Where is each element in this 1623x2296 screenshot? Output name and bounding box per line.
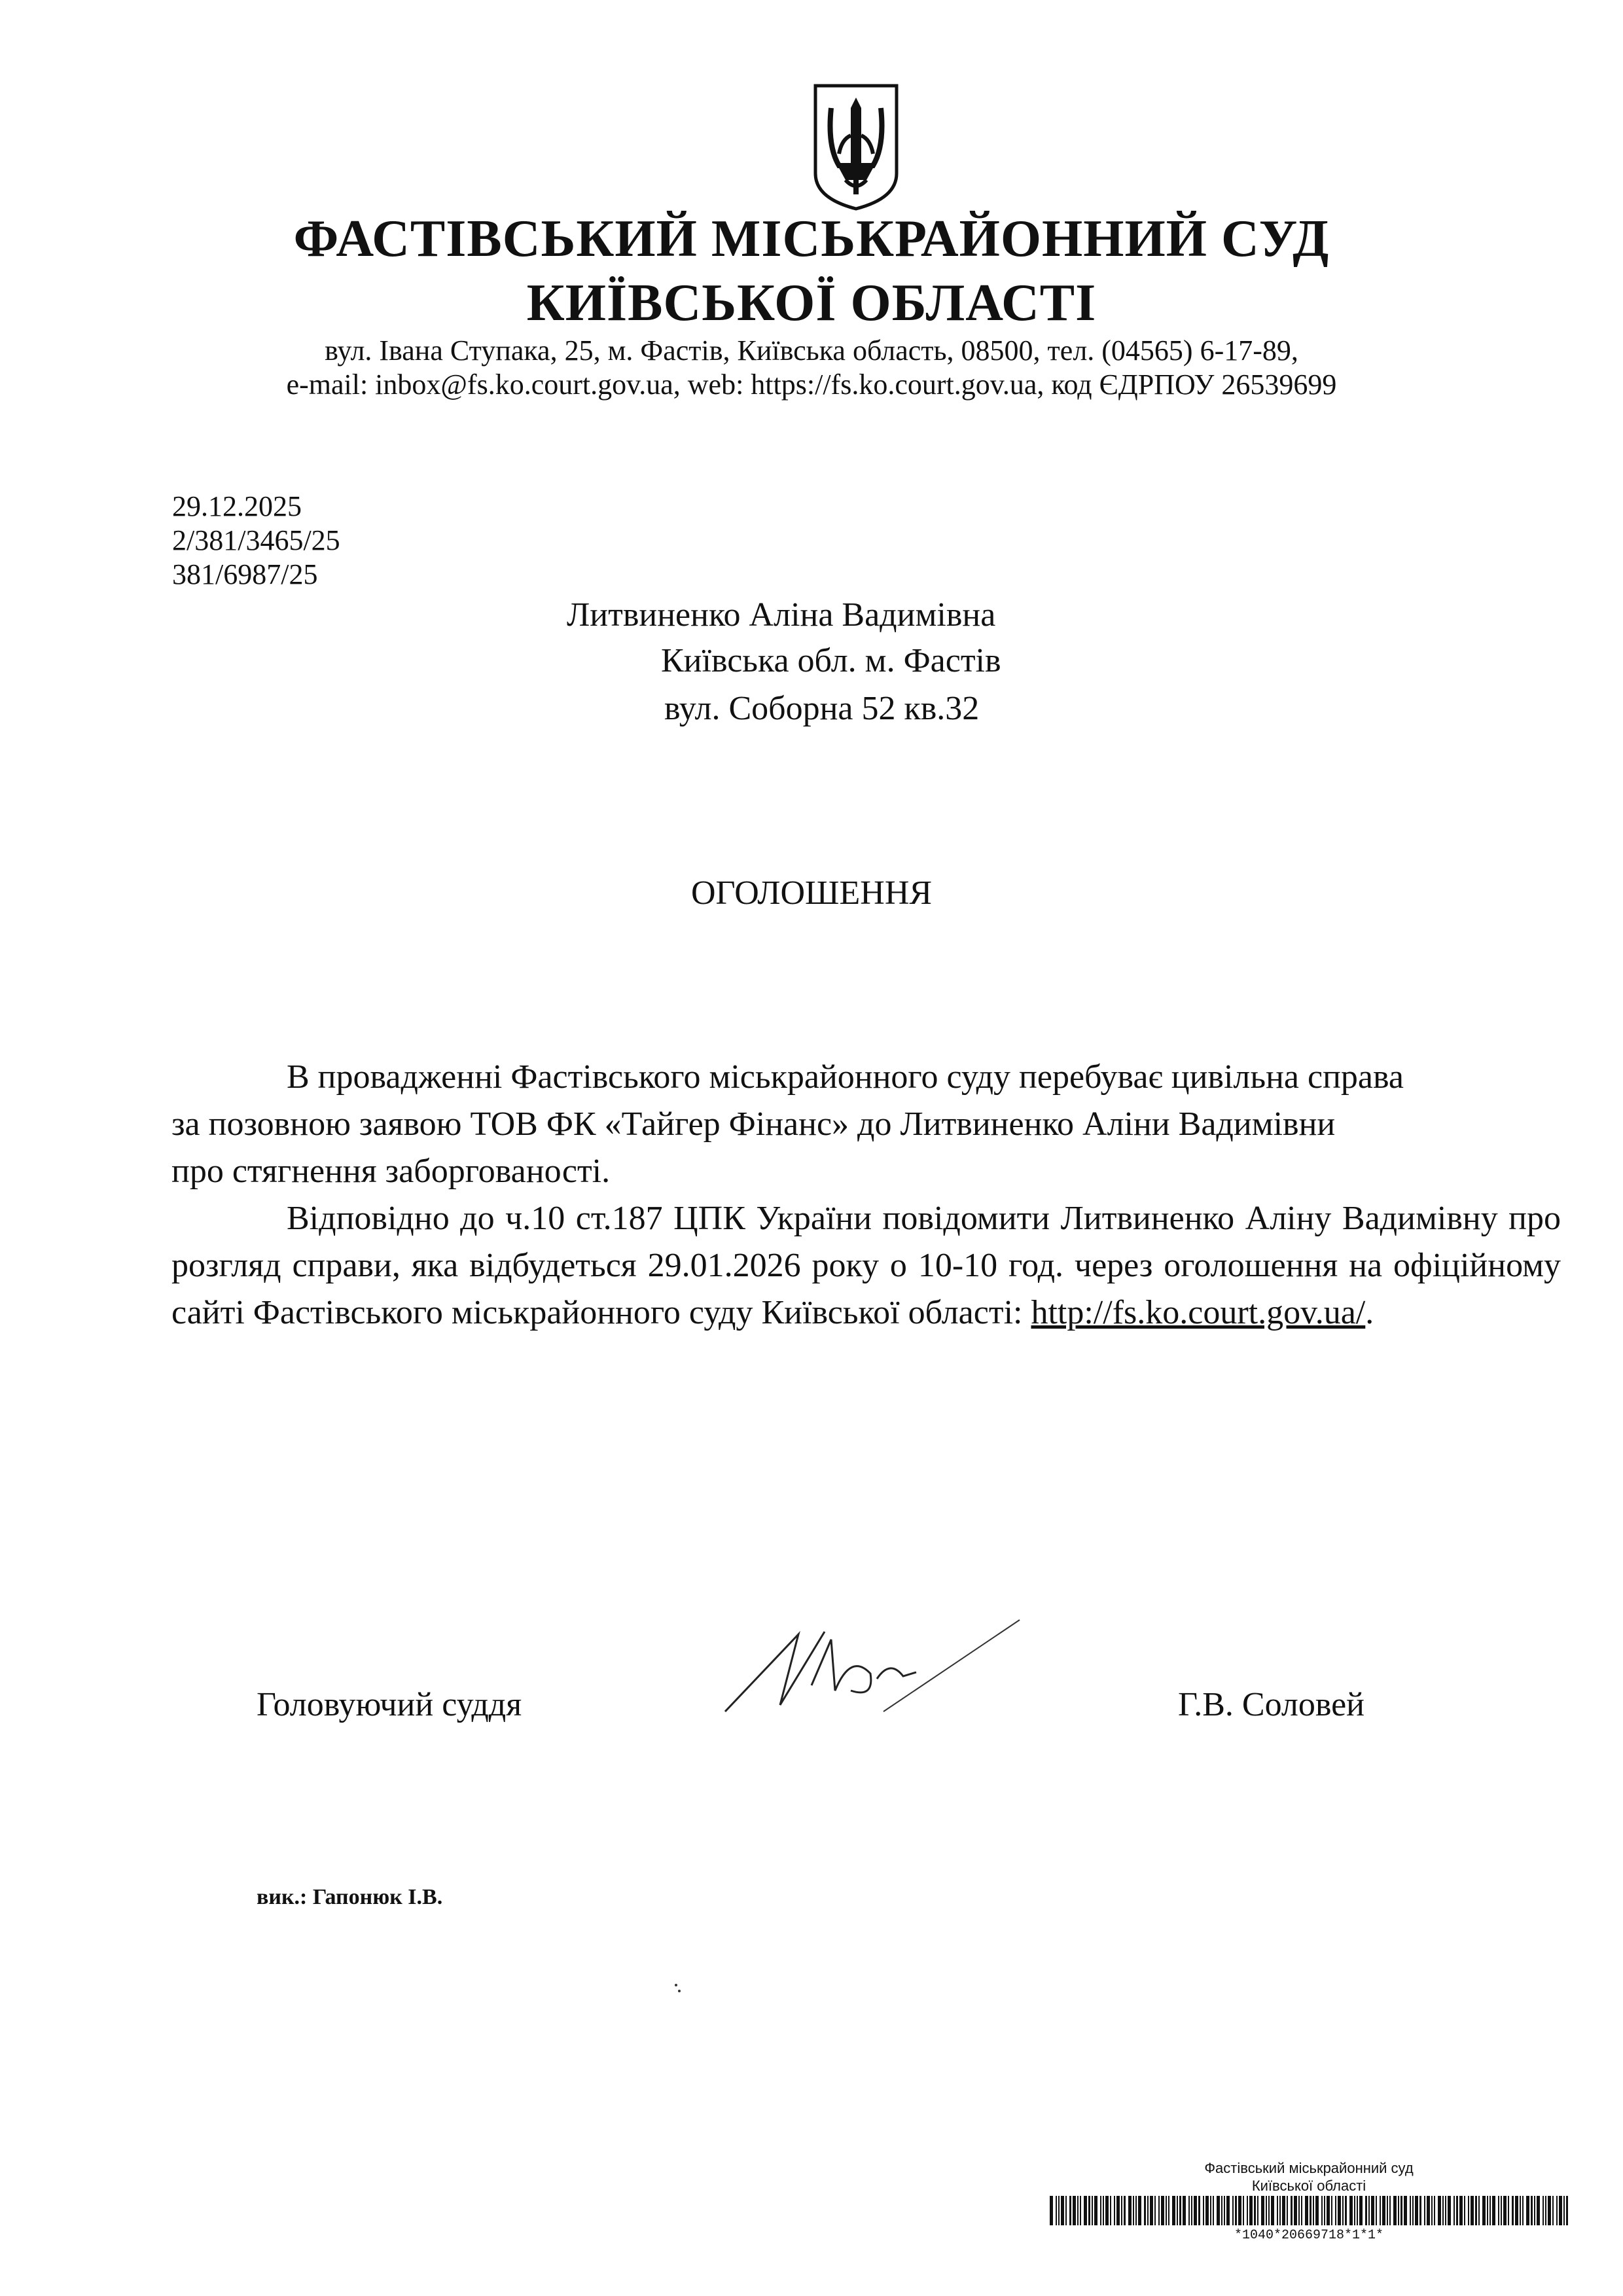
barcode-bar	[1315, 2196, 1319, 2225]
barcode-bar	[1559, 2196, 1562, 2225]
barcode-bar	[1282, 2196, 1285, 2225]
barcode-bar	[1226, 2196, 1230, 2225]
barcode-bar	[1135, 2196, 1137, 2225]
barcode-bar	[1183, 2196, 1186, 2225]
barcode-bar	[1456, 2196, 1458, 2225]
barcode-bar	[1434, 2196, 1435, 2225]
barcode-bar	[1545, 2196, 1546, 2225]
barcode-bar	[1092, 2196, 1093, 2225]
barcode-bar	[1243, 2196, 1244, 2225]
barcode-bar	[1526, 2196, 1529, 2225]
barcode-bar	[1158, 2196, 1160, 2225]
barcode-bar	[1144, 2196, 1146, 2225]
barcode-bar	[1487, 2196, 1488, 2225]
barcode-bar	[1438, 2196, 1441, 2225]
barcode-bar	[1128, 2196, 1132, 2225]
barcode-bar	[1393, 2196, 1397, 2225]
barcode-bar	[1084, 2196, 1087, 2225]
barcode-bar	[1305, 2196, 1308, 2225]
barcode-bar	[1321, 2196, 1323, 2225]
body-p2	[171, 1195, 1561, 1336]
barcode	[1047, 2196, 1571, 2225]
barcode-bar	[1124, 2196, 1126, 2225]
barcode-bar	[1359, 2196, 1363, 2225]
barcode-bar	[1257, 2196, 1258, 2225]
scan-dot-mark	[674, 1983, 682, 1995]
barcode-bar	[1537, 2196, 1540, 2225]
barcode-bar	[1515, 2196, 1518, 2225]
barcode-bar	[1503, 2196, 1507, 2225]
barcode-bar	[1168, 2196, 1169, 2225]
proceeding-number: 381/6987/25	[172, 558, 318, 590]
barcode-bar	[1313, 2196, 1314, 2225]
barcode-bar	[1232, 2196, 1234, 2225]
barcode-bar	[1324, 2196, 1325, 2225]
barcode-bar	[1088, 2196, 1090, 2225]
barcode-bar	[1069, 2196, 1071, 2225]
barcode-bar	[1210, 2196, 1211, 2225]
barcode-bar	[1094, 2196, 1097, 2225]
barcode-bar	[1294, 2196, 1297, 2225]
barcode-bar	[1508, 2196, 1509, 2225]
court-name-line1: ФАСТІВСЬКИЙ МІСЬКРАЙОННИЙ СУД	[293, 210, 1330, 268]
barcode-bar	[1110, 2196, 1111, 2225]
barcode-bar	[1349, 2196, 1353, 2225]
coat-of-arms-icon	[810, 82, 902, 213]
barcode-bar	[1382, 2196, 1385, 2225]
barcode-bar	[1205, 2196, 1209, 2225]
barcode-bar	[1249, 2196, 1253, 2225]
barcode-bar	[1464, 2196, 1465, 2225]
barcode-bar	[1342, 2196, 1344, 2225]
barcode-bar	[1335, 2196, 1336, 2225]
barcode-number: *1040*20669718*1*1*	[1234, 2228, 1384, 2243]
barcode-bar	[1448, 2196, 1451, 2225]
barcode-bar	[1501, 2196, 1502, 2225]
barcode-bar	[1445, 2196, 1446, 2225]
barcode-bar	[1271, 2196, 1274, 2225]
barcode-bar	[1266, 2196, 1267, 2225]
court-website-link[interactable]: http://fs.ko.court.gov.ua/	[1031, 1294, 1366, 1331]
barcode-bar	[1338, 2196, 1341, 2225]
barcode-bar	[1563, 2196, 1565, 2225]
barcode-bar	[1103, 2196, 1104, 2225]
barcode-bar	[1442, 2196, 1444, 2225]
barcode-bar	[1368, 2196, 1370, 2225]
barcode-bar	[1454, 2196, 1455, 2225]
barcode-bar	[1188, 2196, 1190, 2225]
barcode-bar	[1459, 2196, 1463, 2225]
barcode-bar	[1327, 2196, 1330, 2225]
barcode-bar	[1116, 2196, 1120, 2225]
barcode-bar	[1410, 2196, 1411, 2225]
barcode-bar	[1531, 2196, 1533, 2225]
barcode-bar	[1056, 2196, 1057, 2225]
barcode-bar	[1138, 2196, 1141, 2225]
barcode-bar	[1080, 2196, 1081, 2225]
court-contacts-line2: e-mail: inbox@fs.ko.court.gov.ua, web: https://fs.ko.court.gov.ua, код ЄДРПОУ 26539699	[286, 368, 1337, 401]
barcode-bar	[1179, 2196, 1181, 2225]
barcode-bar	[1191, 2196, 1192, 2225]
barcode-bar	[1114, 2196, 1115, 2225]
body-p2-end: .	[1365, 1294, 1374, 1331]
barcode-bar	[1213, 2196, 1214, 2225]
barcode-bar	[1277, 2196, 1278, 2225]
barcode-bar	[1217, 2196, 1220, 2225]
barcode-bar	[1224, 2196, 1225, 2225]
barcode-bar	[1376, 2196, 1377, 2225]
barcode-bar	[1301, 2196, 1302, 2225]
judge-signature	[720, 1613, 1027, 1725]
barcode-bar	[1073, 2196, 1076, 2225]
barcode-bar	[1198, 2196, 1200, 2225]
barcode-bar	[1520, 2196, 1521, 2225]
court-contacts-line1: вул. Івана Ступака, 25, м. Фастів, Київська область, 08500, тел. (04565) 6-17-89,	[325, 334, 1298, 367]
body-p1-line2: за позовною заявою ТОВ ФК «Тайгер Фінанс» до Литвиненко Аліни Вадимівни	[171, 1105, 1336, 1143]
barcode-bar	[1061, 2196, 1064, 2225]
barcode-bar	[1552, 2196, 1554, 2225]
barcode-bar	[1331, 2196, 1332, 2225]
barcode-bar	[1419, 2196, 1421, 2225]
addressee-city: Київська обл. м. Фастів	[661, 642, 1001, 679]
barcode-bar	[1077, 2196, 1079, 2225]
barcode-bar	[1522, 2196, 1524, 2225]
barcode-bar	[1194, 2196, 1197, 2225]
barcode-bar	[1291, 2196, 1293, 2225]
barcode-bar	[1475, 2196, 1477, 2225]
body-p2-text: Відповідно до ч.10 ст.187 ЦПК України повідомити Литвиненко Аліну Вадимівну про розгляд справи, яка відбудеться 29.01.2026 року о 10-10 год. через оголошення на офіційному сайті Фастівського міськрайонного суду Київської області:	[171, 1200, 1561, 1331]
barcode-bar	[1427, 2196, 1430, 2225]
barcode-bar	[1468, 2196, 1469, 2225]
barcode-bar	[1247, 2196, 1248, 2225]
barcode-bar	[1387, 2196, 1388, 2225]
barcode-bar	[1287, 2196, 1288, 2225]
barcode-bar	[1543, 2196, 1544, 2225]
barcode-bar	[1471, 2196, 1474, 2225]
barcode-bar	[1154, 2196, 1156, 2225]
barcode-bar	[1431, 2196, 1433, 2225]
barcode-bar	[1050, 2196, 1053, 2225]
barcode-bar	[1389, 2196, 1391, 2225]
barcode-bar	[1279, 2196, 1281, 2225]
barcode-bar	[1548, 2196, 1551, 2225]
stamp-court-region: Київської області	[1251, 2178, 1366, 2194]
body-p1-line3: про стягнення заборгованості.	[171, 1153, 611, 1190]
barcode-bar	[1566, 2196, 1568, 2225]
stamp-court-name: Фастівський міськрайонний суд	[1204, 2160, 1414, 2176]
barcode-bar	[1058, 2196, 1060, 2225]
barcode-bar	[1412, 2196, 1414, 2225]
court-name-line2: КИЇВСЬКОЇ ОБЛАСТІ	[526, 274, 1097, 332]
case-number: 2/381/3465/25	[172, 524, 340, 556]
barcode-bar	[1203, 2196, 1204, 2225]
barcode-bar	[1105, 2196, 1109, 2225]
barcode-bar	[1371, 2196, 1374, 2225]
barcode-bar	[1512, 2196, 1514, 2225]
barcode-bar	[1424, 2196, 1425, 2225]
barcode-bar	[1365, 2196, 1367, 2225]
barcode-bar	[1398, 2196, 1399, 2225]
barcode-bar	[1492, 2196, 1495, 2225]
barcode-bar	[1415, 2196, 1418, 2225]
judge-name: Г.В. Соловей	[1178, 1686, 1364, 1723]
barcode-bar	[1235, 2196, 1237, 2225]
barcode-bar	[1133, 2196, 1134, 2225]
body-p1-line1: В провадженні Фастівського міськрайонного суду перебуває цивільна справа	[287, 1058, 1404, 1096]
barcode-bar	[1310, 2196, 1311, 2225]
executor-note: вик.: Гапонюк І.В.	[257, 1885, 443, 1909]
barcode-bar	[1100, 2196, 1101, 2225]
barcode-bar	[1400, 2196, 1402, 2225]
barcode-bar	[1489, 2196, 1491, 2225]
barcode-bar	[1556, 2196, 1558, 2225]
barcode-bar	[1261, 2196, 1264, 2225]
barcode-bar	[1357, 2196, 1358, 2225]
barcode-bar	[1150, 2196, 1153, 2225]
barcode-bar	[1177, 2196, 1178, 2225]
barcode-bar	[1478, 2196, 1480, 2225]
barcode-bar	[1404, 2196, 1407, 2225]
barcode-bar	[1065, 2196, 1067, 2225]
document-date: 29.12.2025	[172, 490, 302, 522]
barcode-bar	[1380, 2196, 1381, 2225]
barcode-bar	[1482, 2196, 1486, 2225]
barcode-bar	[1298, 2196, 1300, 2225]
barcode-bar	[1121, 2196, 1122, 2225]
barcode-bar	[1238, 2196, 1241, 2225]
barcode-bar	[1172, 2196, 1175, 2225]
barcode-bar	[1268, 2196, 1270, 2225]
barcode-bar	[1534, 2196, 1535, 2225]
announcement-title: ОГОЛОШЕННЯ	[690, 874, 933, 912]
barcode-bar	[1161, 2196, 1164, 2225]
judge-position: Головуючий суддя	[257, 1686, 522, 1723]
barcode-bar	[1354, 2196, 1355, 2225]
barcode-bar	[1498, 2196, 1499, 2225]
barcode-bar	[1254, 2196, 1256, 2225]
announcement-body	[171, 1054, 1561, 1336]
barcode-bar	[1166, 2196, 1167, 2225]
addressee-street: вул. Соборна 52 кв.32	[664, 690, 980, 727]
addressee-name: Литвиненко Аліна Вадимівна	[567, 596, 996, 634]
barcode-bar	[1221, 2196, 1222, 2225]
barcode-bar	[1147, 2196, 1149, 2225]
barcode-bar	[1345, 2196, 1347, 2225]
